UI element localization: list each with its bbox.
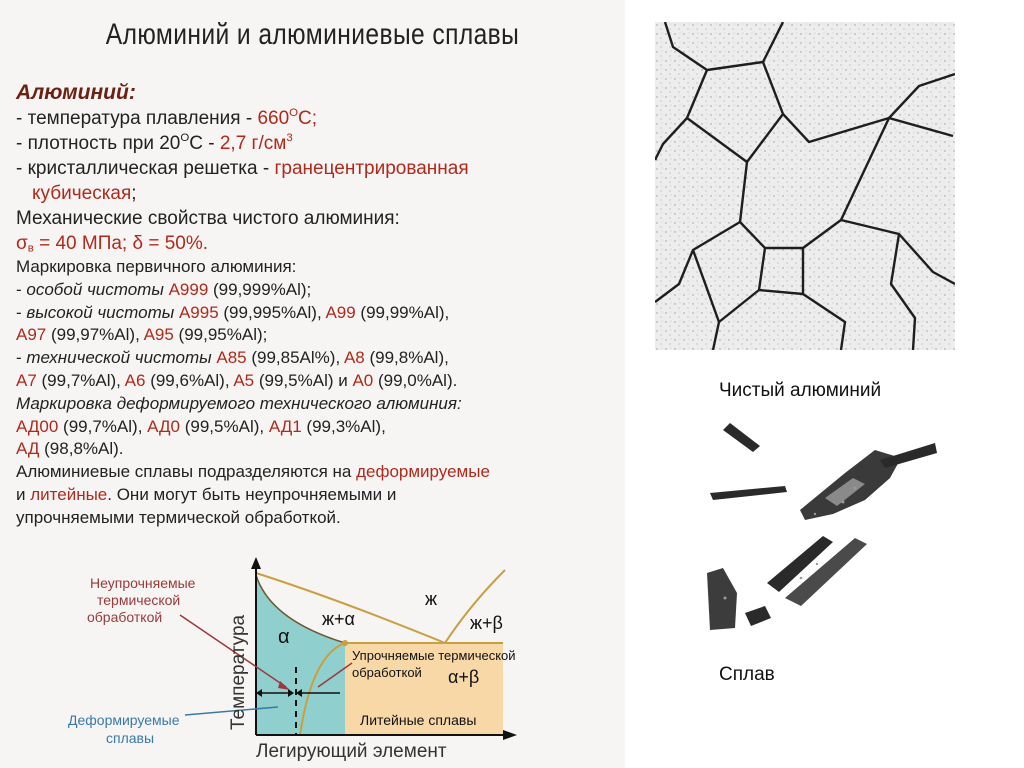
x-axis-arrow bbox=[503, 730, 517, 740]
nonhardening-label-2: термической bbox=[97, 592, 181, 608]
hardening-label-1: Упрочняемые термической bbox=[352, 648, 516, 663]
phase-liq-alpha-label: ж+α bbox=[322, 609, 355, 629]
phase-alpha-label: α bbox=[278, 626, 290, 648]
y-axis-arrow bbox=[251, 557, 261, 569]
pure-aluminum-micrograph bbox=[655, 22, 955, 350]
nonhardening-label-1: Неупрочняемые bbox=[90, 575, 196, 591]
wrought-label-2: сплавы bbox=[106, 730, 155, 746]
alloys-line-1: Алюминиевые сплавы подразделяются на деформируемые bbox=[16, 462, 490, 482]
primary-line-4: - технической чистоты A85 (99,85Al%), A8 (99,8%Al), bbox=[16, 348, 449, 368]
wrought-line-2: АД (98,8%Al). bbox=[16, 439, 124, 459]
wrought-line-1: АД00 (99,7%Al), АД0 (99,5%Al), АД1 (99,3%Al), bbox=[16, 416, 386, 436]
phase-liq-label: ж bbox=[425, 589, 438, 609]
slide-text bbox=[16, 80, 616, 530]
hardening-label-2: обработкой bbox=[352, 665, 422, 680]
y-axis-label: Температура bbox=[228, 614, 249, 730]
nonhardening-label-3: обработкой bbox=[87, 609, 163, 625]
alloys-line-3: упрочняемыми термической обработкой. bbox=[16, 507, 341, 527]
primary-line-3: A97 (99,97%Al), A95 (99,95%Al); bbox=[16, 325, 268, 345]
lattice-value-2: кубическая bbox=[32, 183, 132, 204]
cast-alloys-label: Литейные сплавы bbox=[360, 712, 477, 728]
lattice-line-2: кубическая; bbox=[32, 183, 137, 204]
mech-title: Механические свойства чистого алюминия: bbox=[16, 208, 400, 229]
melting-point-line: - температура плавления - $660^OC$; bbox=[16, 107, 318, 129]
phase-alpha-beta-label: α+β bbox=[448, 667, 480, 687]
primary-title: Маркировка первичного алюминия: bbox=[16, 257, 297, 276]
alloy-caption: Сплав bbox=[719, 664, 775, 685]
slide-title: Алюминий и алюминиевые сплавы bbox=[105, 18, 520, 51]
density-line: - плотность при $20^OC - 2,7$ $г/см^3$ bbox=[16, 132, 293, 154]
mech-values: $\sigma_в = 40$ МПа; δ = 50%. bbox=[16, 233, 209, 255]
density-value: 2,7 $г/см^3$ bbox=[219, 132, 293, 154]
section-heading: Алюминий: bbox=[16, 81, 136, 104]
phase-liq-beta-label: ж+β bbox=[470, 613, 503, 633]
pure-aluminum-caption: Чистый алюминий bbox=[719, 380, 882, 401]
melting-point-value: $660^OC$; bbox=[257, 107, 318, 129]
wrought-title: Маркировка деформируемого технического алюминия: bbox=[16, 393, 462, 413]
lattice-value-1: гранецентрированная bbox=[274, 158, 469, 179]
primary-line-2: - высокой чистоты A995 (99,995%Al), A99 (99,99%Al), bbox=[16, 302, 450, 322]
solubility-point bbox=[342, 640, 348, 646]
primary-line-5: A7 (99,7%Al), A6 (99,6%Al), A5 (99,5%Al) и A0 (99,0%Al). bbox=[16, 370, 458, 390]
primary-line-1: - особой чистоты A999 (99,999%Al); bbox=[16, 279, 312, 299]
wrought-label-1: Деформируемые bbox=[68, 712, 180, 728]
alloy-micrograph bbox=[705, 418, 940, 633]
alloys-line-2: и литейные. Они могут быть неупрочняемыми и bbox=[16, 484, 397, 504]
x-axis-label: Легирующий элемент bbox=[256, 741, 447, 762]
lattice-line: - кристаллическая решетка - гранецентрированная bbox=[16, 158, 469, 179]
phase-diagram bbox=[0, 555, 625, 768]
